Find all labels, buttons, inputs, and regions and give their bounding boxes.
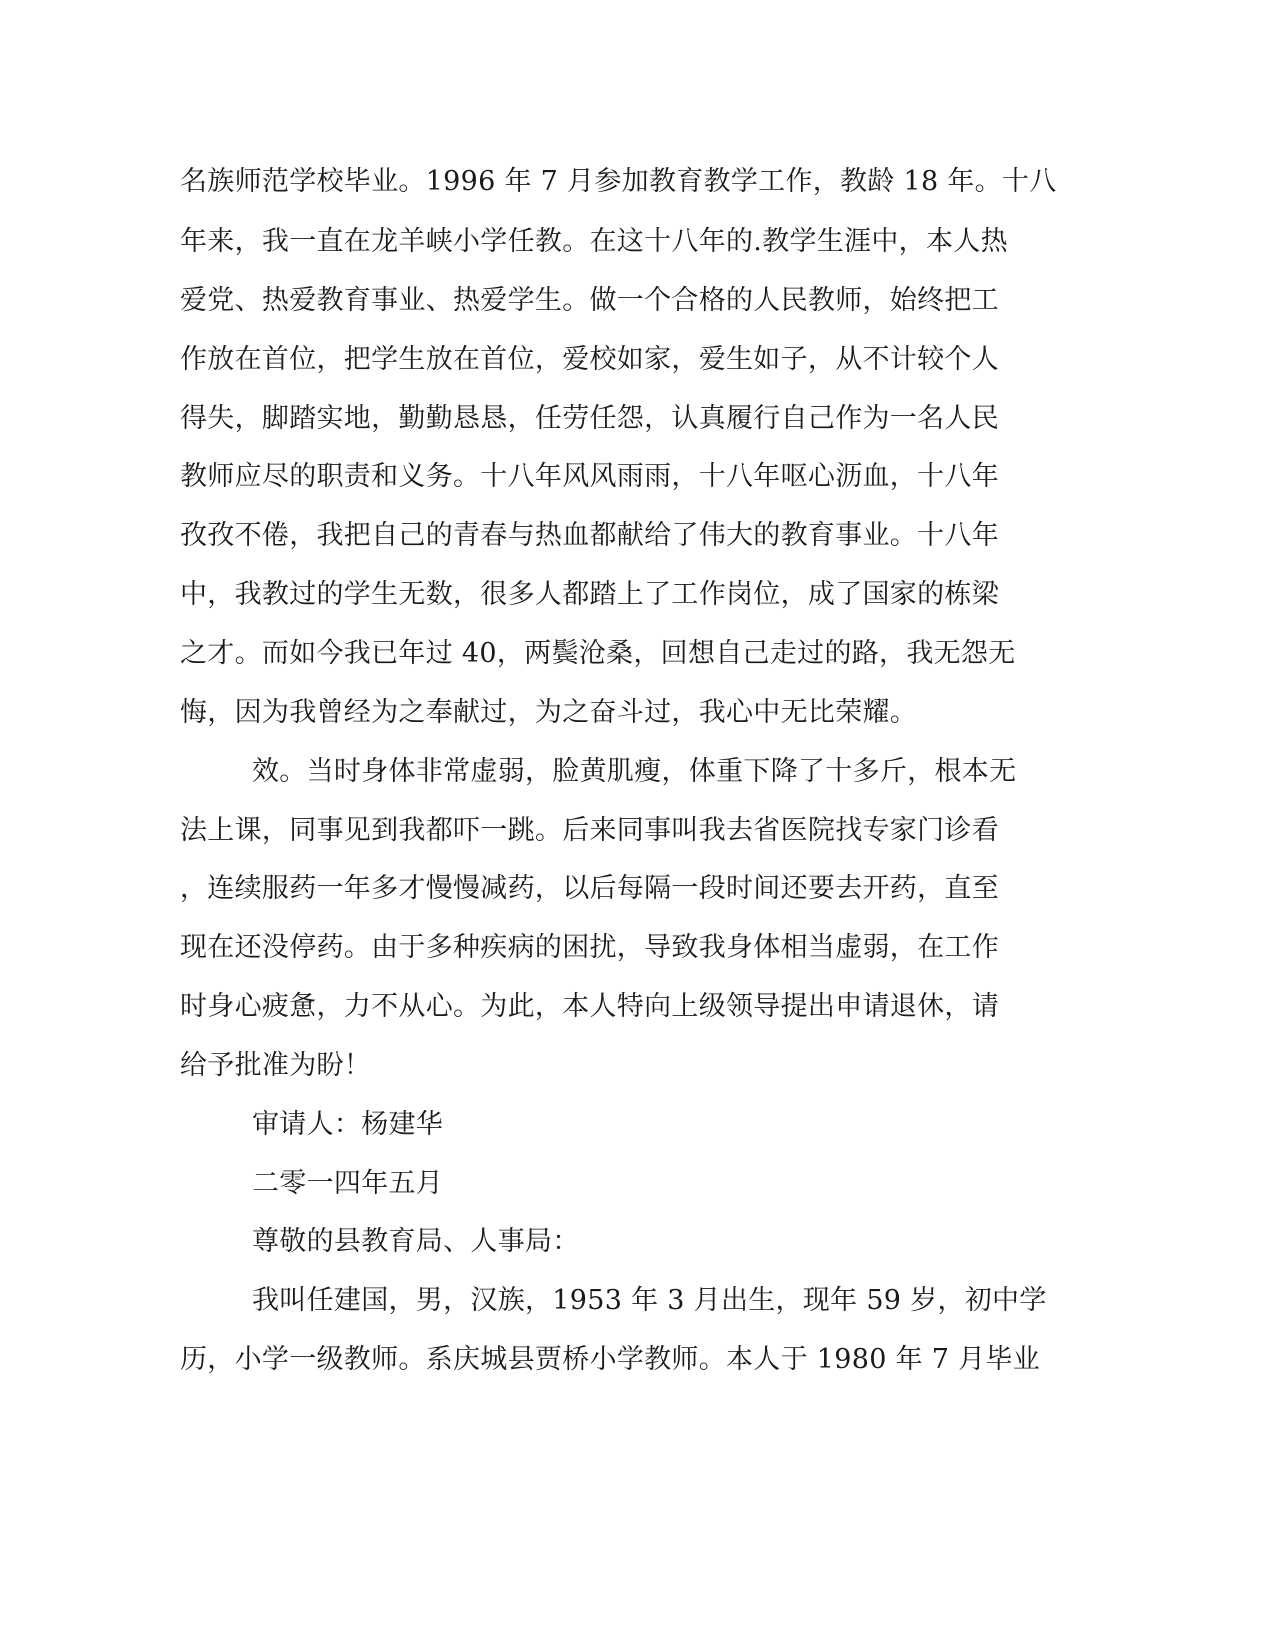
- text-line: 教师应尽的职责和义务。十八年风风雨雨，十八年呕心沥血，十八年: [180, 461, 999, 492]
- text-line: 法上课，同事见到我都吓一跳。后来同事叫我去省医院找专家门诊看: [180, 815, 999, 846]
- text-line: 历，小学一级教师。系庆城县贾桥小学教师。本人于 1980 年 7 月毕业: [180, 1344, 1041, 1375]
- text-line: 我叫任建国，男，汉族，1953 年 3 月出生，现年 59 岁，初中学: [252, 1285, 1047, 1316]
- signature-date: 二零一四年五月: [252, 1168, 444, 1199]
- text-line: 给予批准为盼！: [180, 1050, 372, 1081]
- text-line: 爱党、热爱教育事业、热爱学生。做一个合格的人民教师，始终把工: [180, 285, 999, 316]
- text-line: 效。当时身体非常虚弱，脸黄肌瘦，体重下降了十多斤，根本无: [252, 756, 1017, 787]
- text-line: ，连续服药一年多才慢慢减药，以后每隔一段时间还要去开药，直至: [180, 873, 999, 904]
- text-line: 现在还没停药。由于多种疾病的困扰，导致我身体相当虚弱，在工作: [180, 932, 999, 963]
- text-line: 之才。而如今我已年过 40，两鬓沧桑，回想自己走过的路，我无怨无: [180, 638, 1016, 669]
- salutation: 尊敬的县教育局、人事局：: [252, 1226, 580, 1257]
- text-line: 孜孜不倦，我把自己的青春与热血都献给了伟大的教育事业。十八年: [180, 520, 999, 551]
- text-line: 时身心疲惫，力不从心。为此，本人特向上级领导提出申请退休，请: [180, 991, 999, 1022]
- text-line: 年来，我一直在龙羊峡小学任教。在这十八年的.教学生涯中，本人热: [180, 226, 1008, 257]
- applicant-signature: 审请人：杨建华: [252, 1109, 444, 1140]
- text-line: 得失，脚踏实地，勤勤恳恳，任劳任怨，认真履行自己作为一名人民: [180, 403, 999, 434]
- text-line: 中，我教过的学生无数，很多人都踏上了工作岗位，成了国家的栋梁: [180, 579, 999, 610]
- text-line: 作放在首位，把学生放在首位，爱校如家，爱生如子，从不计较个人: [180, 344, 999, 375]
- text-line: 名族师范学校毕业。1996 年 7 月参加教育教学工作，教龄 18 年。十八: [180, 166, 1057, 197]
- text-line: 悔，因为我曾经为之奉献过，为之奋斗过，我心中无比荣耀。: [180, 697, 918, 728]
